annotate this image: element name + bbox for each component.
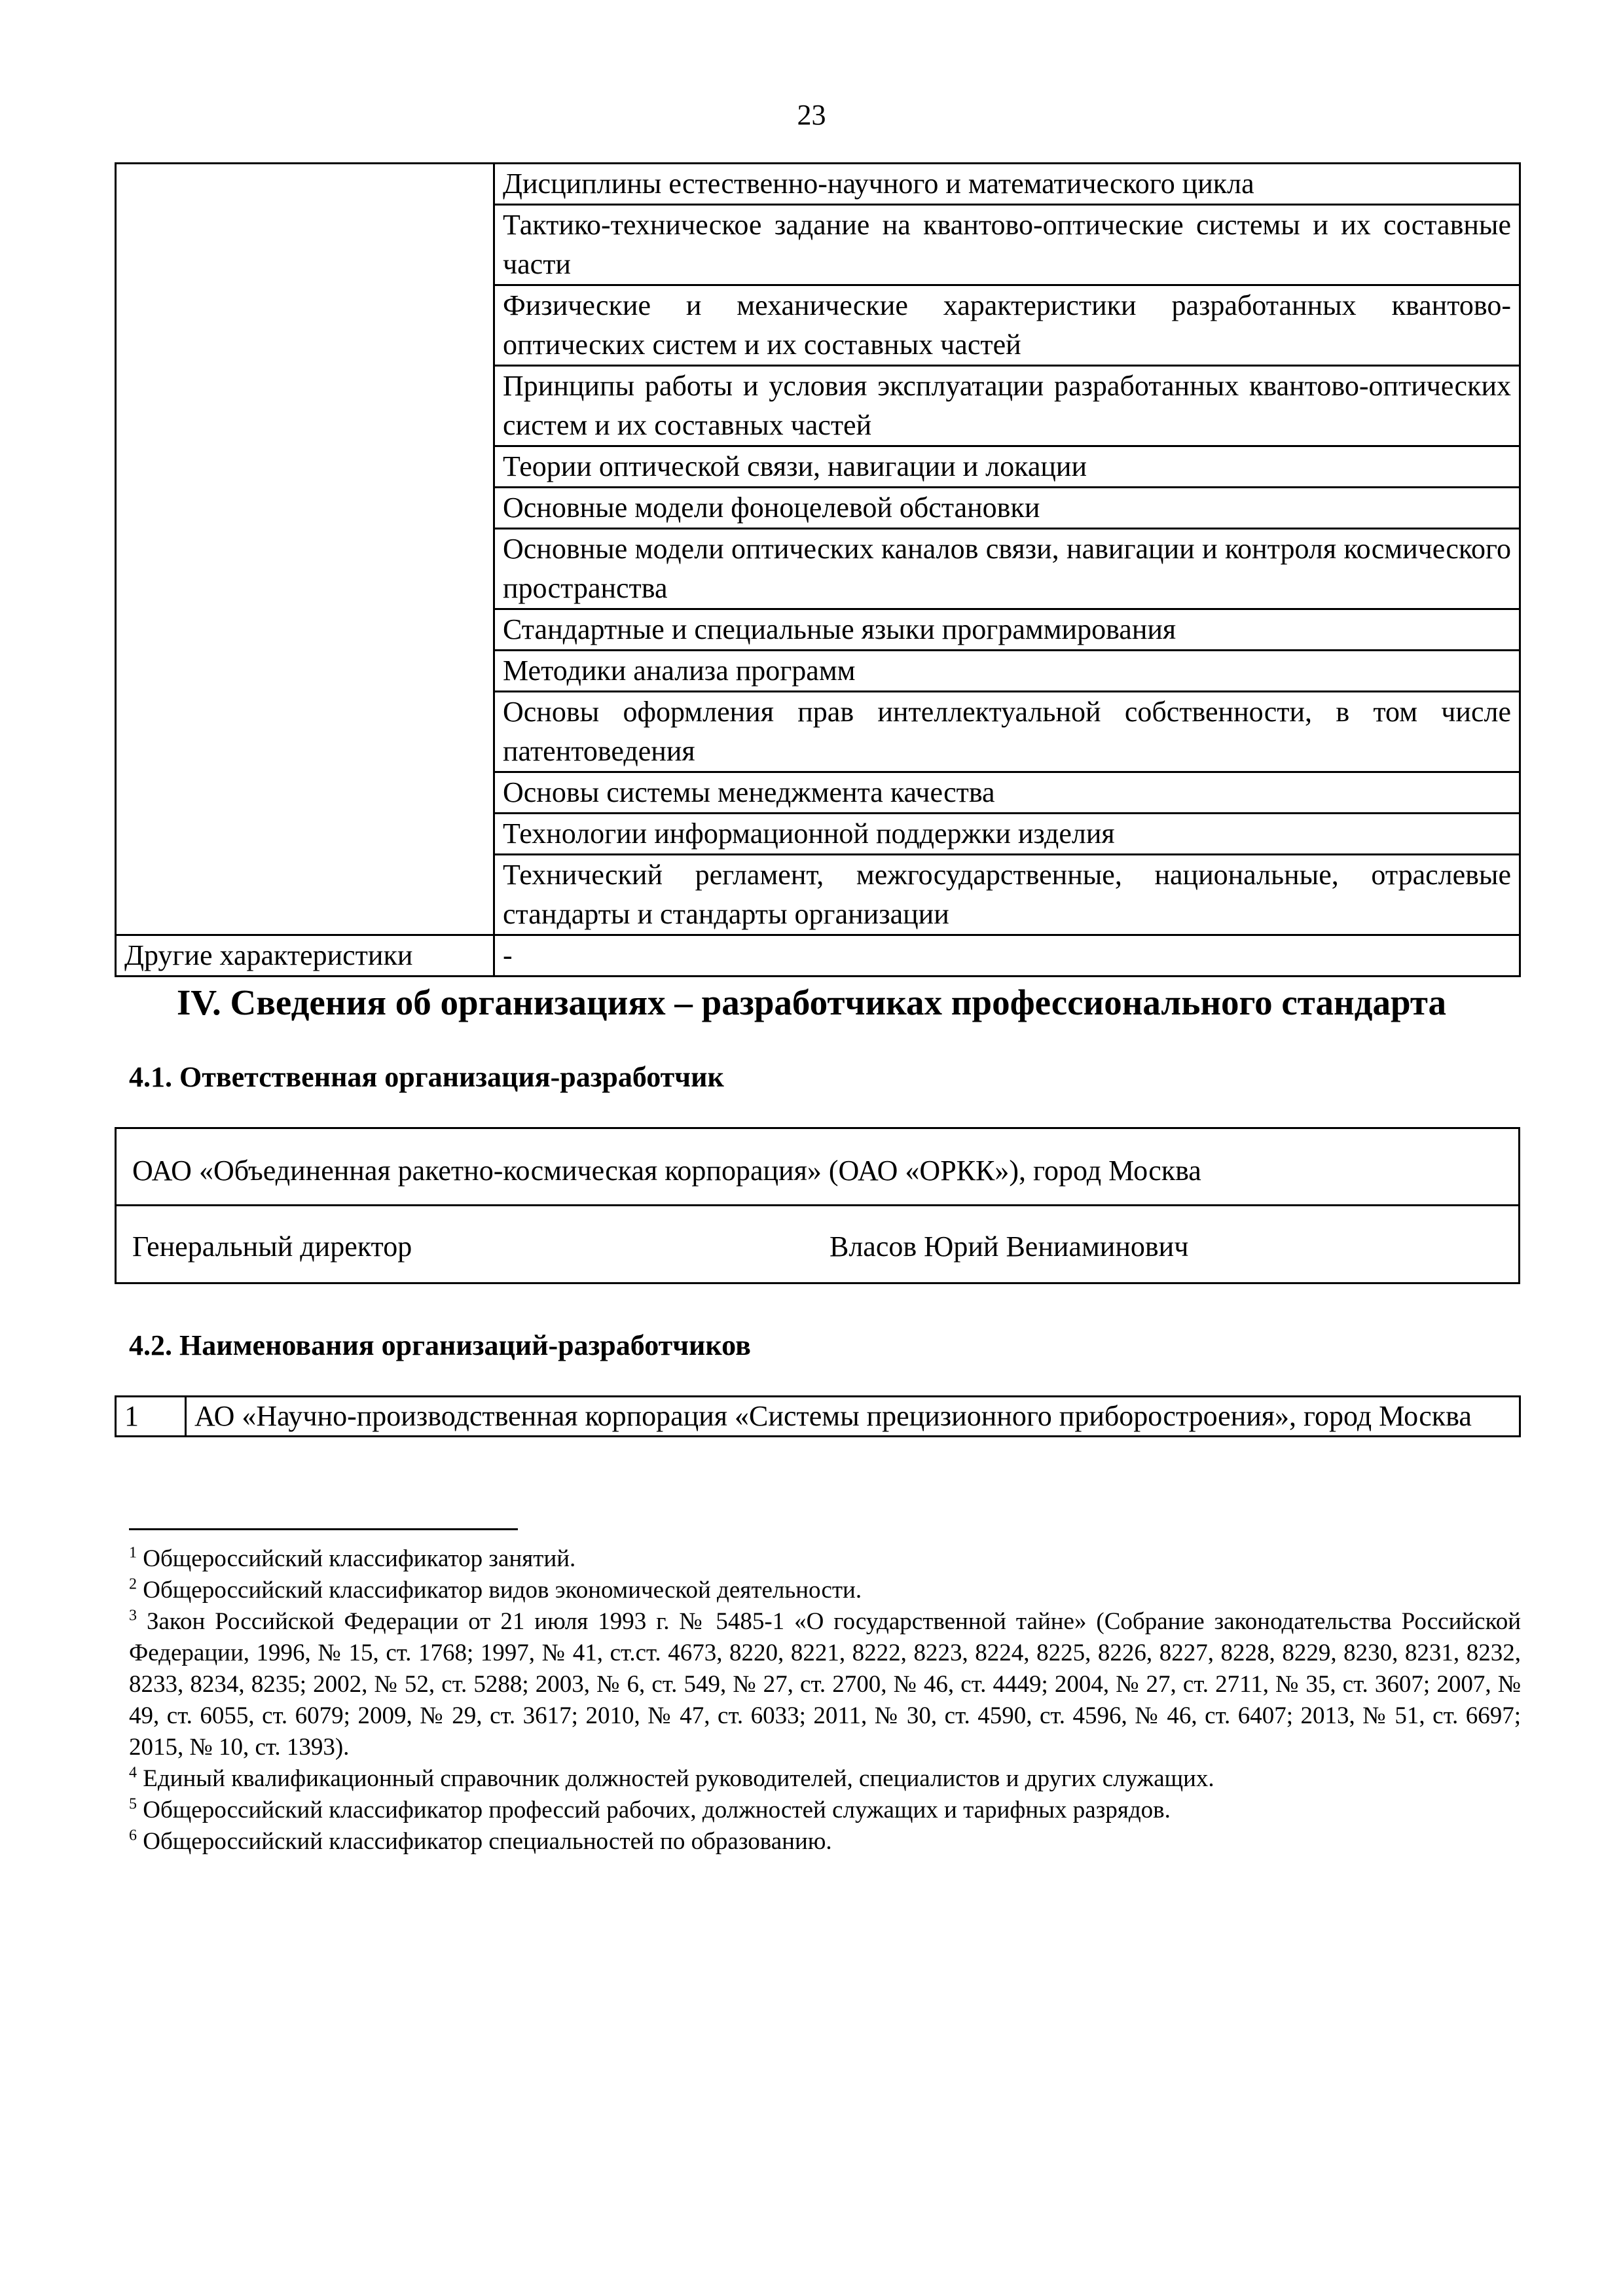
responsible-org-heading: 4.1. Ответственная организация-разработчик [129, 1061, 724, 1093]
footnote-number: 2 [129, 1575, 137, 1593]
table-row [116, 164, 1520, 205]
footnote [129, 1826, 1521, 1857]
footnote-number: 3 [129, 1607, 137, 1624]
footnote-text: Общероссийский классификатор специальностей по образованию. [143, 1828, 832, 1855]
footnote [129, 1575, 1521, 1606]
director-name: Власов Юрий Вениаминович [830, 1230, 1189, 1263]
footnote-separator [129, 1528, 518, 1530]
developers-table [115, 1395, 1521, 1437]
table-row [116, 935, 1520, 977]
footnote-number: 5 [129, 1795, 137, 1813]
knowledge-item: Технологии информационной поддержки изделия [494, 814, 1520, 855]
developers-heading: 4.2. Наименования организаций-разработчиков [129, 1329, 751, 1361]
knowledge-item: Технический регламент, межгосударственные, национальные, отраслевые стандарты и стандарты организации [494, 855, 1520, 935]
responsible-org-name: ОАО «Объединенная ракетно-космическая корпорация» (ОАО «ОРКК»), город Москва [117, 1129, 1518, 1206]
footnote-text: Общероссийский классификатор видов экономической деятельности. [143, 1577, 862, 1604]
knowledge-item: Тактико-техническое задание на квантово-оптические системы и их составные части [494, 205, 1520, 285]
section-title: IV. Сведения об организациях – разработчиках профессионального стандарта [176, 982, 1447, 1022]
knowledge-item: Основы оформления прав интеллектуальной собственности, в том числе патентоведения [494, 692, 1520, 772]
knowledge-item: Теории оптической связи, навигации и локации [494, 446, 1520, 488]
footnotes [129, 1543, 1521, 1857]
developer-name: АО «Научно-производственная корпорация «Системы прецизионного приборостроения», город Москва [186, 1397, 1520, 1437]
knowledge-item: Методики анализа программ [494, 651, 1520, 692]
knowledge-item: Дисциплины естественно-научного и математического цикла [494, 164, 1520, 205]
footnote [129, 1763, 1521, 1795]
footnote-text: Единый квалификационный справочник должностей руководителей, специалистов и других служащих. [143, 1765, 1214, 1792]
other-characteristics-value: - [494, 935, 1520, 977]
footnote-text: Закон Российской Федерации от 21 июля 1993 г. № 5485-1 «О государственной тайне» (Собрание законодательства Российской Федерации, 1996, № 15, ст. 1768; 1997, № 41, ст.ст. 4673, 8220, 8221, 8222, 8223, 8224, 8225, 8226, 8227, 8228, 8229, 8230, 8231, 8232, 8233, 8234, 8235; 2002, № 52, ст. 5288; 2003, № 6, ст. 549, № 27, ст. 2700, № 46, ст. 4449; 2004, № 27, ст. 2711, № 35, ст. 3607; 2007, № 49, ст. 6055, ст. 6079; 2009, № 29, ст. 3617; 2010, № 47, ст. 6033; 2011, № 30, ст. 4590, ст. 4596, № 46, ст. 6407; 2013, № 51, ст. 6697; 2015, № 10, ст. 1393). [129, 1608, 1522, 1761]
developer-number: 1 [116, 1397, 186, 1437]
table-row [116, 1397, 1520, 1437]
responsible-org-box [115, 1127, 1520, 1284]
footnote [129, 1795, 1521, 1826]
footnote-text: Общероссийский классификатор профессий рабочих, должностей служащих и тарифных разрядов. [143, 1797, 1171, 1823]
knowledge-item: Основы системы менеджмента качества [494, 772, 1520, 814]
knowledge-item: Физические и механические характеристики разработанных квантово-оптических систем и их составных частей [494, 285, 1520, 366]
other-characteristics-label: Другие характеристики [116, 935, 494, 977]
knowledge-item: Основные модели фоноцелевой обстановки [494, 488, 1520, 529]
knowledge-item: Стандартные и специальные языки программирования [494, 609, 1520, 651]
footnote-number: 4 [129, 1764, 137, 1782]
knowledge-item: Основные модели оптических каналов связи, навигации и контроля космического пространства [494, 529, 1520, 609]
page-number: 23 [797, 99, 826, 131]
footnote [129, 1606, 1521, 1763]
footnote-number: 1 [129, 1544, 137, 1562]
director-row [117, 1206, 1518, 1263]
knowledge-table [115, 162, 1521, 977]
footnote-number: 6 [129, 1827, 137, 1844]
director-title: Генеральный директор [132, 1230, 412, 1263]
footnote-text: Общероссийский классификатор занятий. [143, 1545, 576, 1572]
label-cell-empty [116, 164, 494, 935]
knowledge-item: Принципы работы и условия эксплуатации разработанных квантово-оптических систем и их составных частей [494, 366, 1520, 446]
footnote [129, 1543, 1521, 1575]
